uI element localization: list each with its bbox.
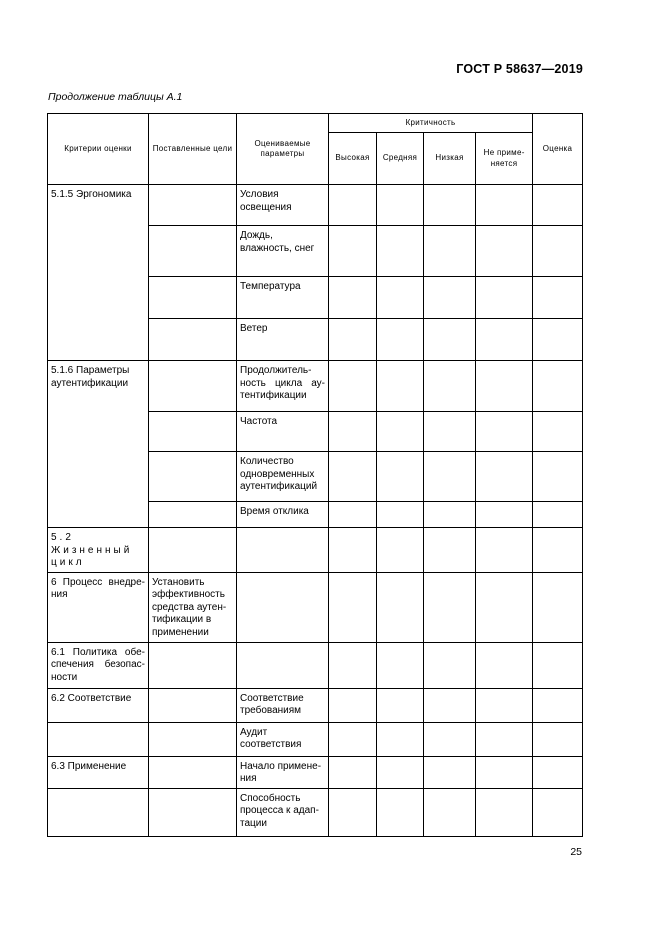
param-cell xyxy=(237,502,329,528)
low-cell xyxy=(424,412,476,452)
criterion-cell xyxy=(48,642,149,688)
criterion-cell xyxy=(48,361,149,528)
param-cell xyxy=(237,642,329,688)
low-cell xyxy=(424,688,476,722)
high-cell xyxy=(329,412,377,452)
score-cell xyxy=(533,502,583,528)
goal-cell xyxy=(149,185,237,226)
na-cell xyxy=(476,642,533,688)
na-cell xyxy=(476,185,533,226)
na-cell xyxy=(476,319,533,361)
param-frequency: Частота xyxy=(240,416,278,427)
low-cell xyxy=(424,572,476,642)
param-requirements: Соответствие требованиям xyxy=(240,692,304,716)
medium-cell xyxy=(377,572,424,642)
goal-cell xyxy=(149,361,237,412)
score-cell xyxy=(533,226,583,277)
param-wind: Ветер xyxy=(240,323,268,334)
criterion-cell xyxy=(48,185,149,361)
param-temperature: Температура xyxy=(240,281,301,292)
na-cell xyxy=(476,528,533,573)
medium-cell xyxy=(377,788,424,836)
medium-cell xyxy=(377,319,424,361)
table-row xyxy=(48,572,583,642)
high-cell xyxy=(329,756,377,788)
na-cell xyxy=(476,412,533,452)
param-cell xyxy=(237,572,329,642)
high-cell xyxy=(329,788,377,836)
goal-cell xyxy=(149,226,237,277)
score-cell xyxy=(533,319,583,361)
param-start: Начало применения xyxy=(240,760,322,784)
goal-effectiveness: Установить эффективность средства аутентификации в применении xyxy=(152,576,227,638)
medium-cell xyxy=(377,226,424,277)
low-cell xyxy=(424,642,476,688)
header-high: Высокая xyxy=(329,133,377,185)
high-cell xyxy=(329,688,377,722)
criterion-implementation: 6 Процесс внедрения xyxy=(51,576,145,600)
table-row xyxy=(48,756,583,788)
param-cell xyxy=(237,756,329,788)
score-cell xyxy=(533,642,583,688)
high-cell xyxy=(329,642,377,688)
param-adaptation: Способность процесса к адаптации xyxy=(240,792,319,829)
medium-cell xyxy=(377,688,424,722)
criterion-cell xyxy=(48,688,149,722)
goal-cell xyxy=(149,572,237,642)
table-row xyxy=(48,688,583,722)
header-score: Оценка xyxy=(533,114,583,185)
score-cell xyxy=(533,788,583,836)
medium-cell xyxy=(377,528,424,573)
criterion-auth: 5.1.6 Параметры аутентификации xyxy=(51,365,130,389)
param-rain: Дождь, влажность, снег xyxy=(240,230,315,254)
param-cell xyxy=(237,361,329,412)
na-cell xyxy=(476,361,533,412)
medium-cell xyxy=(377,642,424,688)
param-cell xyxy=(237,412,329,452)
header-medium: Средняя xyxy=(377,133,424,185)
criterion-compliance: 6.2 Соответствие xyxy=(51,692,132,704)
score-cell xyxy=(533,185,583,226)
low-cell xyxy=(424,756,476,788)
low-cell xyxy=(424,502,476,528)
param-cell xyxy=(237,788,329,836)
criterion-ergonomics: 5.1.5 Эргономика xyxy=(51,189,132,200)
high-cell xyxy=(329,572,377,642)
param-concurrent-auth: Количество одновременных аутентификаций xyxy=(240,456,318,492)
param-auth-cycle: Продолжительность цикла аутентификации xyxy=(240,365,325,401)
na-cell xyxy=(476,572,533,642)
assessment-table xyxy=(47,113,583,837)
goal-cell xyxy=(149,528,237,573)
score-cell xyxy=(533,452,583,502)
low-cell xyxy=(424,452,476,502)
header-goals: Поставленные цели xyxy=(149,114,237,185)
criterion-cell xyxy=(48,528,149,573)
na-cell xyxy=(476,788,533,836)
table-row xyxy=(48,528,583,573)
score-cell xyxy=(533,528,583,573)
high-cell xyxy=(329,502,377,528)
param-cell xyxy=(237,452,329,502)
table-row xyxy=(48,361,583,412)
medium-cell xyxy=(377,756,424,788)
na-cell xyxy=(476,688,533,722)
param-cell xyxy=(237,226,329,277)
high-cell xyxy=(329,226,377,277)
high-cell xyxy=(329,452,377,502)
medium-cell xyxy=(377,722,424,756)
na-cell xyxy=(476,226,533,277)
goal-cell xyxy=(149,452,237,502)
low-cell xyxy=(424,528,476,573)
header-params: Оцениваемые параметры xyxy=(237,114,329,185)
medium-cell xyxy=(377,277,424,319)
page-number: 25 xyxy=(570,846,582,858)
high-cell xyxy=(329,185,377,226)
medium-cell xyxy=(377,361,424,412)
header-not-applicable: Не применяется xyxy=(476,133,533,185)
param-response-time: Время отклика xyxy=(240,506,309,517)
na-cell xyxy=(476,277,533,319)
criterion-cell xyxy=(48,572,149,642)
goal-cell xyxy=(149,502,237,528)
table-row xyxy=(48,185,583,226)
high-cell xyxy=(329,277,377,319)
low-cell xyxy=(424,185,476,226)
na-cell xyxy=(476,756,533,788)
goal-cell xyxy=(149,788,237,836)
medium-cell xyxy=(377,502,424,528)
high-cell xyxy=(329,361,377,412)
medium-cell xyxy=(377,412,424,452)
param-audit: Аудит соответствия xyxy=(240,726,302,750)
param-cell xyxy=(237,528,329,573)
high-cell xyxy=(329,722,377,756)
criterion-cell xyxy=(48,756,149,788)
param-lighting: Условия освещения xyxy=(240,189,292,213)
criterion-application: 6.3 Применение xyxy=(51,760,127,772)
goal-cell xyxy=(149,722,237,756)
criterion-cell xyxy=(48,788,149,836)
low-cell xyxy=(424,226,476,277)
goal-cell xyxy=(149,319,237,361)
high-cell xyxy=(329,319,377,361)
table-row xyxy=(48,722,583,756)
param-cell xyxy=(237,277,329,319)
header-low: Низкая xyxy=(424,133,476,185)
goal-cell xyxy=(149,277,237,319)
criterion-security-policy: 6.1 Политика обеспечения безопасности xyxy=(51,646,145,683)
criterion-cell xyxy=(48,722,149,756)
medium-cell xyxy=(377,185,424,226)
low-cell xyxy=(424,788,476,836)
low-cell xyxy=(424,277,476,319)
score-cell xyxy=(533,572,583,642)
param-cell xyxy=(237,688,329,722)
score-cell xyxy=(533,756,583,788)
param-cell xyxy=(237,722,329,756)
param-cell xyxy=(237,185,329,226)
score-cell xyxy=(533,688,583,722)
low-cell xyxy=(424,319,476,361)
score-cell xyxy=(533,361,583,412)
table-caption: Продолжение таблицы А.1 xyxy=(48,91,183,103)
goal-cell xyxy=(149,412,237,452)
document-code: ГОСТ Р 58637—2019 xyxy=(456,62,583,76)
low-cell xyxy=(424,722,476,756)
na-cell xyxy=(476,502,533,528)
goal-cell xyxy=(149,756,237,788)
score-cell xyxy=(533,412,583,452)
header-criticality: Критичность xyxy=(329,114,533,133)
score-cell xyxy=(533,722,583,756)
low-cell xyxy=(424,361,476,412)
medium-cell xyxy=(377,452,424,502)
table-row xyxy=(48,642,583,688)
criterion-lifecycle: 5.2 Жизненный цикл xyxy=(51,532,133,568)
goal-cell xyxy=(149,688,237,722)
header-criteria: Критерии оценки xyxy=(48,114,149,185)
param-cell xyxy=(237,319,329,361)
table-row xyxy=(48,788,583,836)
score-cell xyxy=(533,277,583,319)
high-cell xyxy=(329,528,377,573)
na-cell xyxy=(476,452,533,502)
na-cell xyxy=(476,722,533,756)
goal-cell xyxy=(149,642,237,688)
